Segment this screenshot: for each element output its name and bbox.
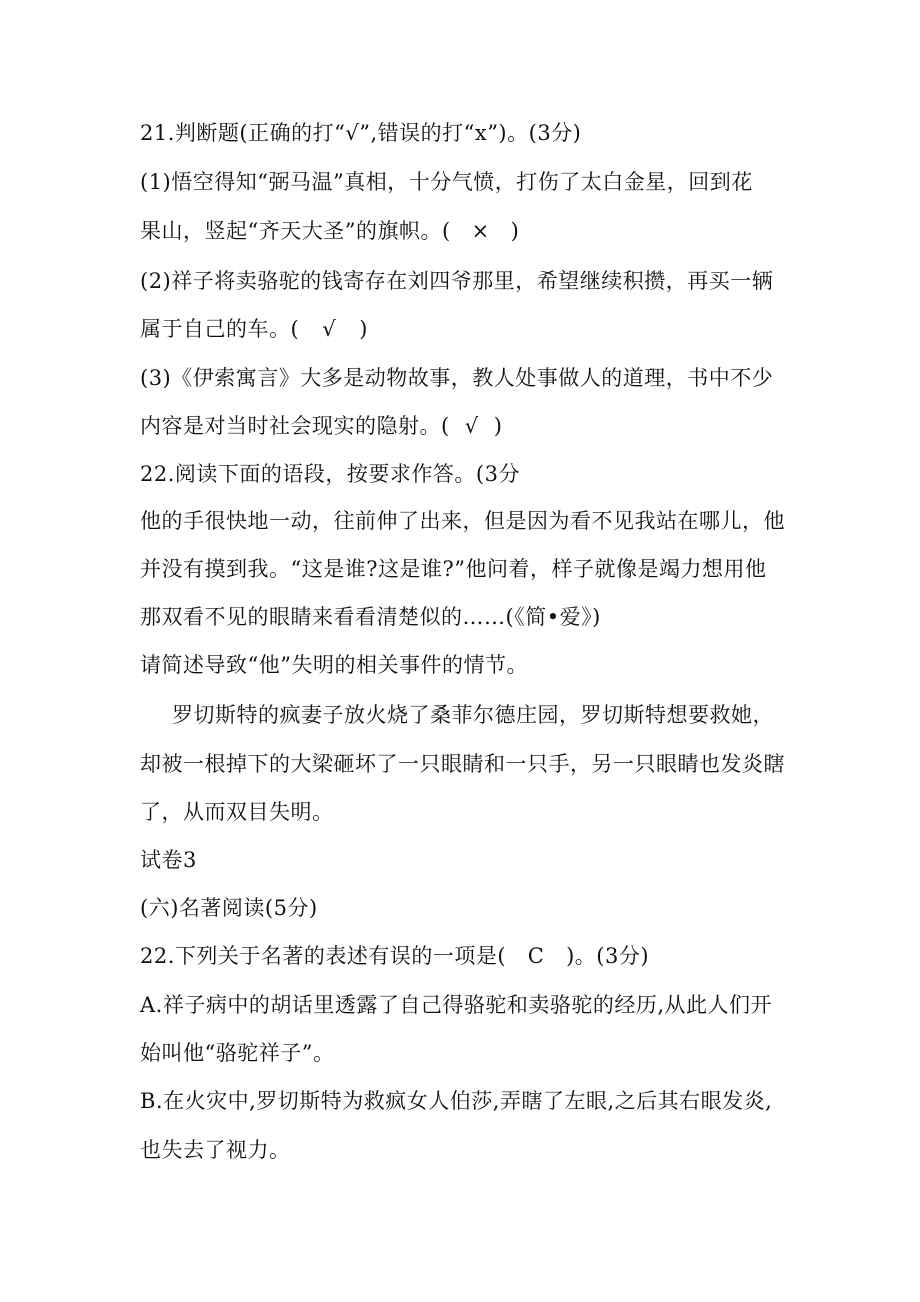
question-21-item-3-answer: √ bbox=[464, 414, 479, 438]
answer-line-2: 却被一根掉下的大梁砸坏了一只眼睛和一只手，另一只眼睛也发炎瞎 bbox=[140, 752, 785, 776]
question-21-item-2-answer: √ bbox=[322, 317, 337, 341]
option-b-line-2: 也失去了视力。 bbox=[140, 1138, 291, 1162]
question-22-title: 22.阅读下面的语段，按要求作答。(3分 bbox=[140, 462, 520, 486]
passage-line-3: 那双看不见的眼睛来看看清楚似的……(《简•爱》) bbox=[140, 605, 601, 629]
question-21-item-1-line-1: (1)悟空得知“弼马温”真相，十分气愤，打伤了太白金星，回到花 bbox=[140, 170, 753, 194]
question-21-title: 21.判断题(正确的打“√”,错误的打“x”)。(3分) bbox=[140, 121, 582, 145]
question-21-item-2-line-1: (2)祥子将卖骆驼的钱寄存在刘四爷那里，希望继续积攒，再买一辆 bbox=[140, 269, 774, 293]
question-21-item-2-line-2 bbox=[140, 314, 800, 344]
question-21-item-2-close: ) bbox=[359, 317, 368, 341]
passage-line-1: 他的手很快地一动，往前伸了出来，但是因为看不见我站在哪儿，他 bbox=[140, 509, 785, 533]
question-21-item-1-line-2 bbox=[140, 216, 800, 246]
option-a-line-1: A.祥子病中的胡话里透露了自己得骆驼和卖骆驼的经历,从此人们开 bbox=[140, 993, 773, 1017]
answer-line-3: 了，从而双目失明。 bbox=[140, 800, 334, 824]
question-22b-close: )。(3分) bbox=[566, 944, 650, 968]
answer-line-1: 罗切斯特的疯妻子放火烧了桑菲尔德庄园，罗切斯特想要救她， bbox=[172, 703, 774, 727]
question-21-item-3-close: ) bbox=[493, 414, 503, 438]
question-22-prompt: 请简述导致“他”失明的相关事件的情节。 bbox=[140, 653, 528, 677]
option-b-line-1: B.在火灾中,罗切斯特为救疯女人伯莎,弄瞎了左眼,之后其右眼发炎, bbox=[140, 1089, 773, 1113]
question-21-item-3-line-2 bbox=[140, 411, 800, 441]
question-21-item-1-close: ) bbox=[510, 219, 520, 243]
question-21-item-1-answer: × bbox=[471, 219, 490, 243]
question-22b-title bbox=[140, 941, 800, 971]
question-21-item-3-text: 内容是对当时社会现实的隐射。( bbox=[140, 414, 450, 438]
option-a-line-2: 始叫他“骆驼祥子”。 bbox=[140, 1041, 335, 1065]
passage-line-2: 并没有摸到我。“这是谁?这是谁?”他问着，样子就像是竭力想用他 bbox=[140, 557, 767, 581]
question-21-item-1-text: 果山，竖起“齐天大圣”的旗帜。( bbox=[140, 219, 451, 243]
question-21-item-3-line-1: (3)《伊索寓言》大多是动物故事，教人处事做人的道理，书中不少 bbox=[140, 366, 774, 390]
question-22b-text: 22.下列关于名著的表述有误的一项是( bbox=[140, 944, 507, 968]
paper-label: 试卷3 bbox=[140, 848, 197, 872]
question-21-item-2-text: 属于自己的车。( bbox=[140, 317, 300, 341]
question-22b-answer: C bbox=[527, 944, 545, 968]
section-6-heading: (六)名著阅读(5分) bbox=[140, 896, 318, 920]
